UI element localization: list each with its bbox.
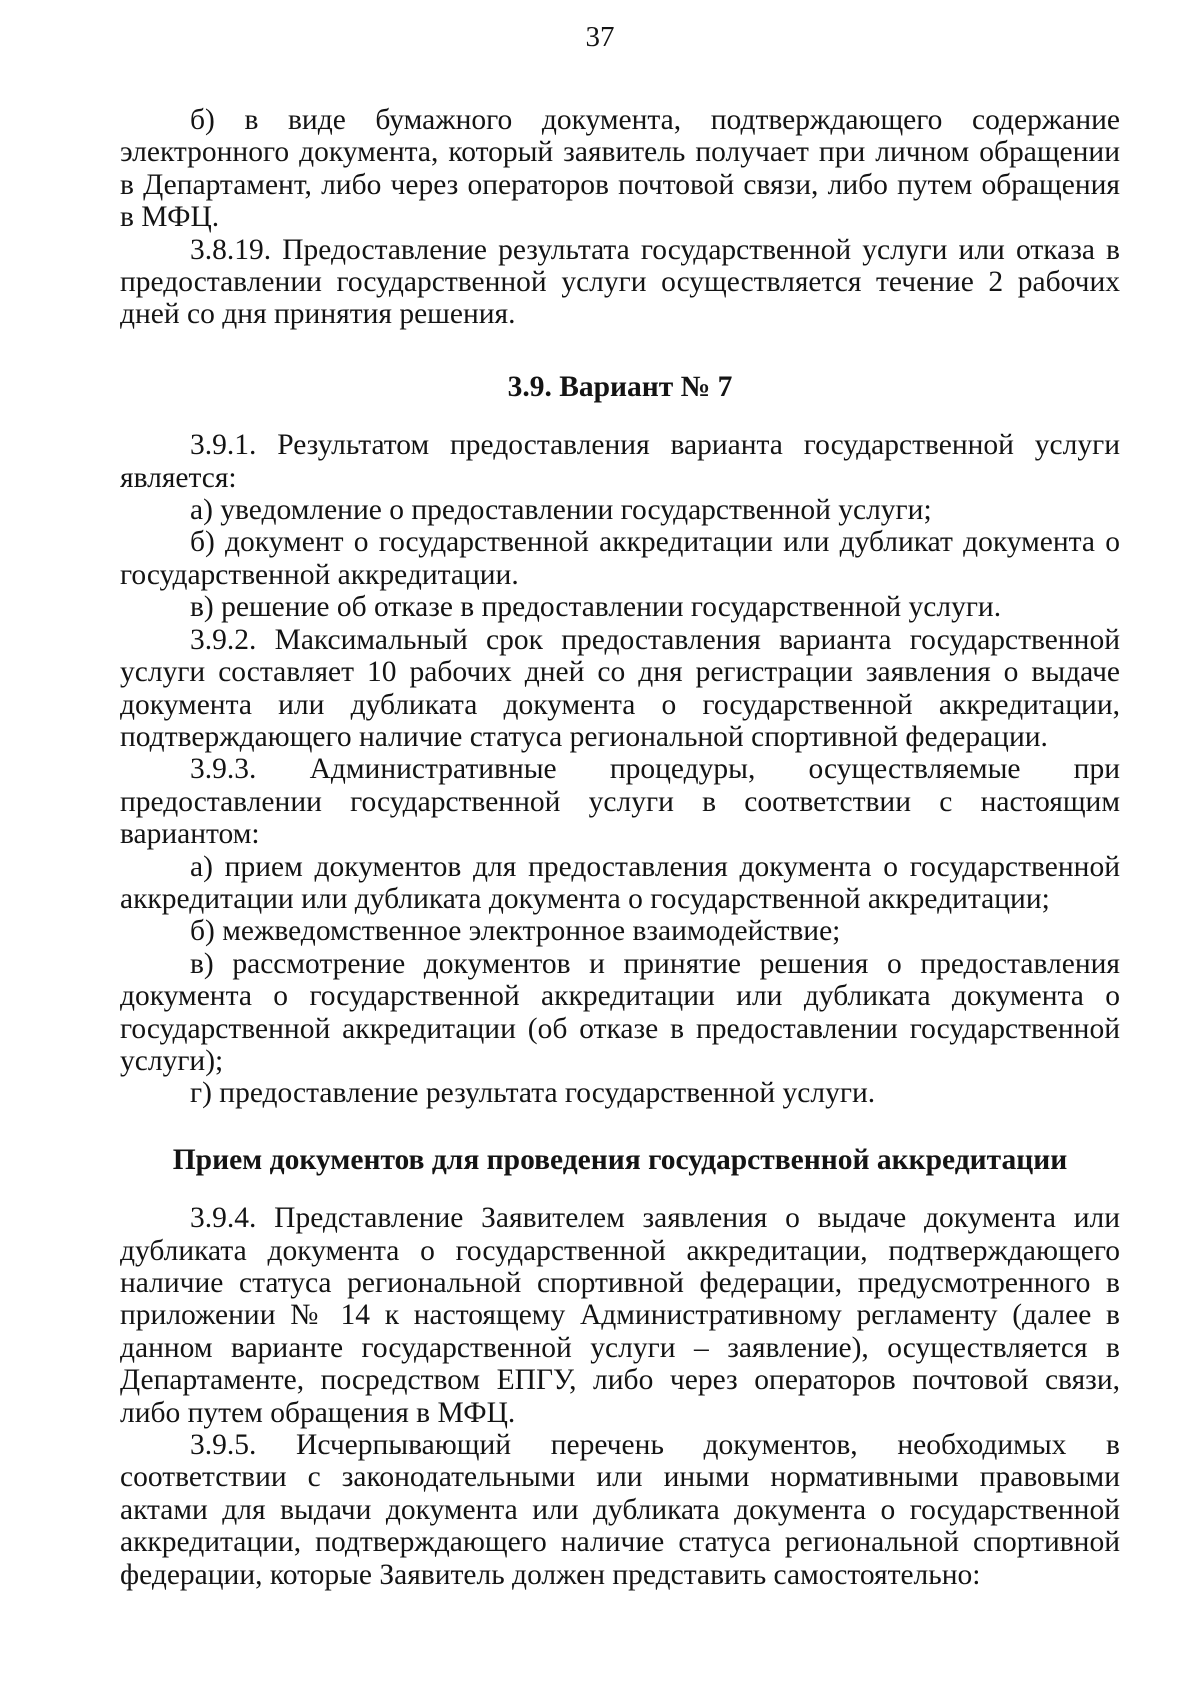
page-number: 37: [585, 21, 615, 53]
list-item-a-document-reception: а) прием документов для предоставления документа о государственной аккредитации или дубликата документа о государственной аккредитации;: [120, 850, 1120, 915]
paragraph-3-9-1: 3.9.1. Результатом предоставления варианта государственной услуги является:: [120, 429, 1120, 494]
document-body: [120, 104, 1120, 1591]
list-item-g-result-provision: г) предоставление результата государственной услуги.: [190, 1077, 876, 1110]
paragraph-3-9-2: 3.9.2. Максимальный срок предоставления варианта государственной услуги составляет 10 рабочих дней со дня регистрации заявления о выдаче документа или дубликата документа о государственной аккредитации, подтверждающего наличие статуса региональной спортивной федерации.: [120, 623, 1120, 753]
paragraph-item-b-paper-document: б) в виде бумажного документа, подтверждающего содержание электронного документа, который заявитель получает при личном обращении в Департамент, либо через операторов почтовой связи, либо путем обращения в МФЦ.: [120, 104, 1120, 234]
list-item-b-accreditation-document: б) документ о государственной аккредитации или дубликат документа о государственной аккредитации.: [120, 526, 1120, 591]
section-heading-document-reception: Прием документов для проведения государственной аккредитации: [172, 1143, 1068, 1176]
paragraph-3-9-3: 3.9.3. Административные процедуры, осуществляемые при предоставлении государственной услуги в соответствии с настоящим вариантом:: [120, 753, 1120, 851]
paragraph-3-8-19: 3.8.19. Предоставление результата государственной услуги или отказа в предоставлении государственной услуги осуществляется течение 2 рабочих дней со дня принятия решения.: [120, 233, 1120, 331]
section-heading-variant-7: 3.9. Вариант № 7: [507, 370, 733, 403]
list-item-a-notification: а) уведомление о предоставлении государственной услуги;: [190, 494, 932, 527]
paragraph-3-9-5: 3.9.5. Исчерпывающий перечень документов, необходимых в соответствии с законодательными или иными нормативными правовыми актами для выдачи документа или дубликата документа о государственной аккредитации, подтверждающего наличие статуса региональной спортивной федерации, которые Заявитель должен представить самостоятельно:: [120, 1429, 1120, 1591]
list-item-v-document-review: в) рассмотрение документов и принятие решения о предоставления документа о государственной аккредитации или дубликата документа о государственной аккредитации (об отказе в предоставлении государственной услуги);: [120, 947, 1120, 1077]
paragraph-3-9-4: 3.9.4. Представление Заявителем заявления о выдаче документа или дубликата документа о государственной аккредитации, подтверждающего наличие статуса региональной спортивной федерации, предусмотренного в приложении № 14 к настоящему Административному регламенту (далее в данном варианте государственной услуги – заявление), осуществляется в Департаменте, посредством ЕПГУ, либо через операторов почтовой связи, либо путем обращения в МФЦ.: [120, 1202, 1120, 1429]
list-item-v-refusal-decision: в) решение об отказе в предоставлении государственной услуги.: [190, 591, 1002, 624]
list-item-b-interagency-interaction: б) межведомственное электронное взаимодействие;: [190, 915, 841, 948]
